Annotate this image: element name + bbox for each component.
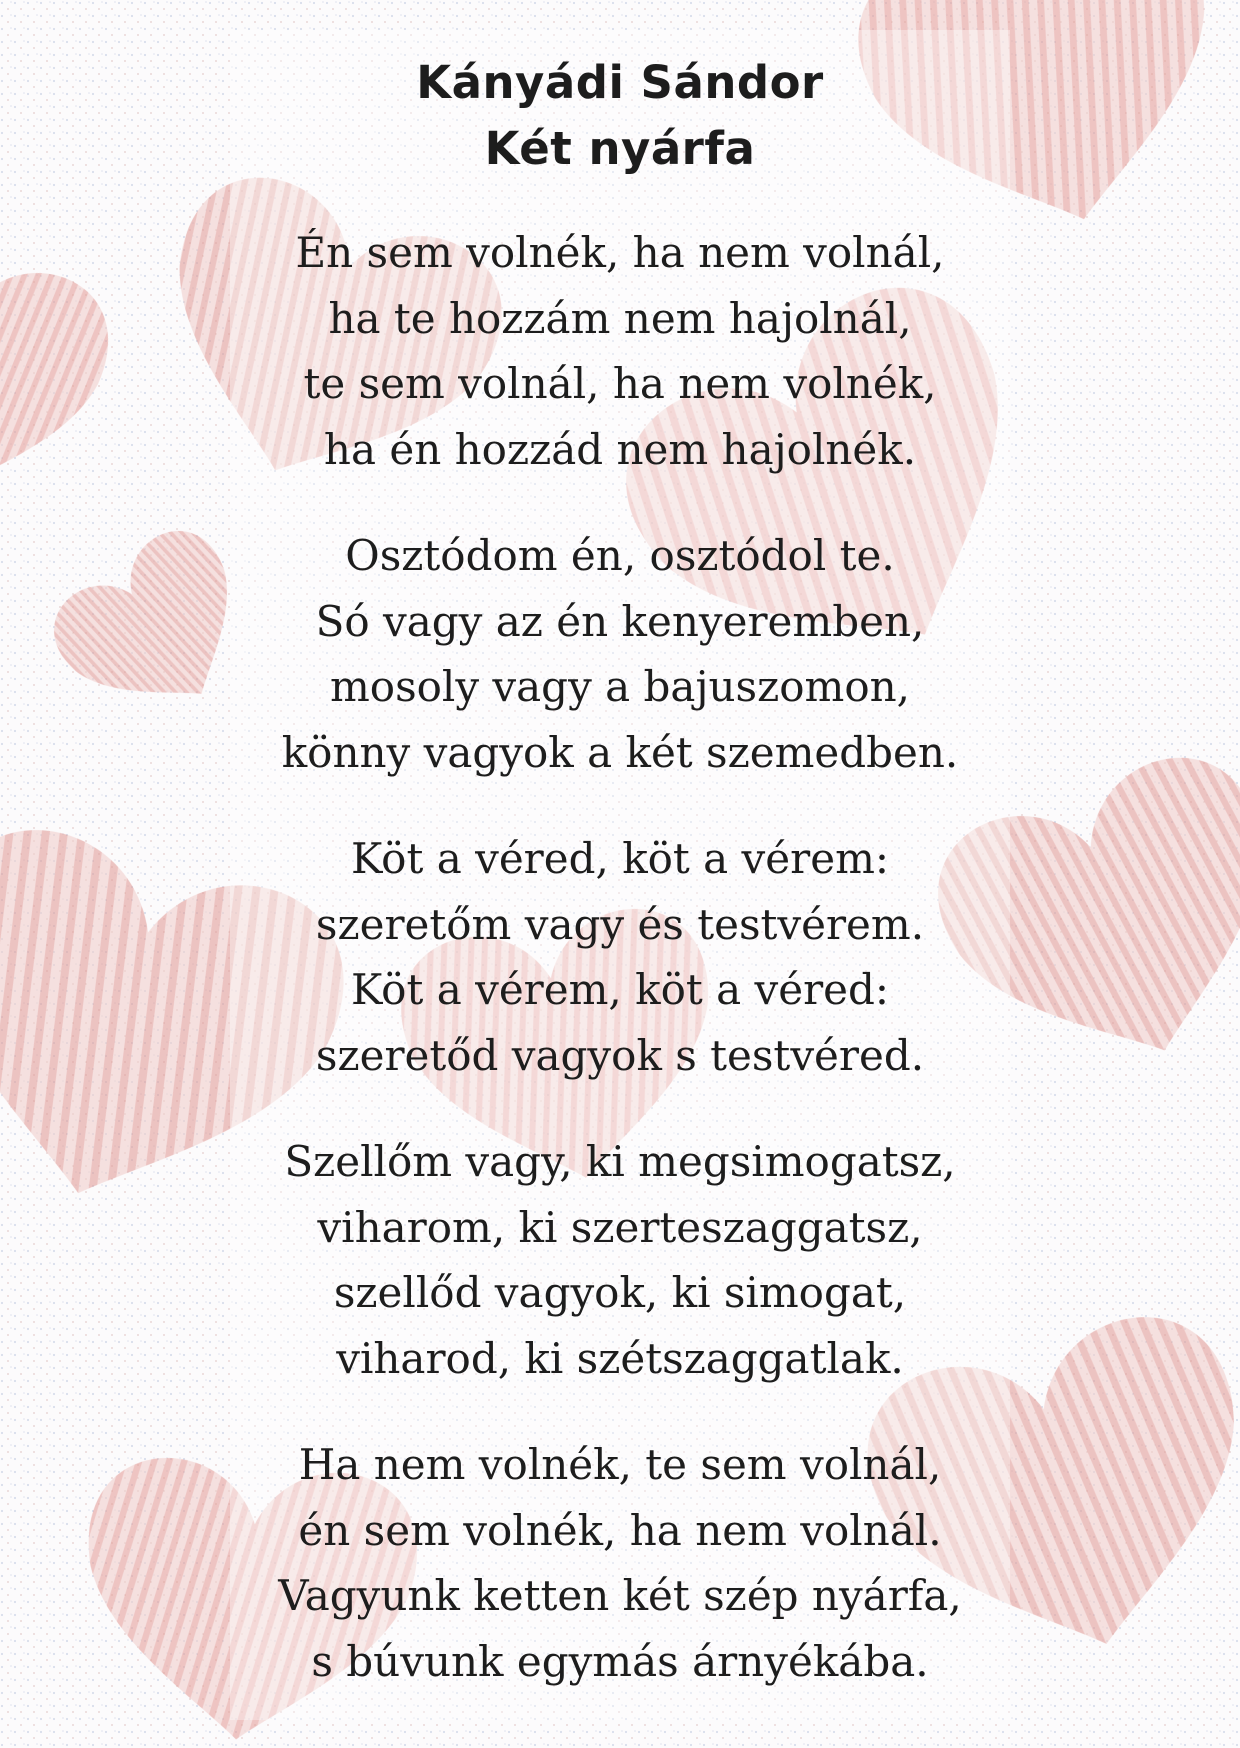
- stanza-4: [0, 1129, 1240, 1391]
- stanza-5: [0, 1432, 1240, 1694]
- poem-line: Köt a vérem, köt a véred:: [350, 965, 890, 1014]
- poem-title: Két nyárfa: [484, 122, 756, 175]
- poem-line: Osztódom én, osztódol te.: [345, 531, 895, 580]
- stanza-2: [0, 523, 1240, 785]
- poem-line: te sem volnál, ha nem volnék,: [303, 359, 937, 408]
- poem-line: ha te hozzám nem hajolnál,: [328, 293, 912, 343]
- stanza-3: [0, 826, 1240, 1088]
- poem-author: Kányádi Sándor: [416, 56, 824, 109]
- poem-line: szellőd vagyok, ki simogat,: [333, 1268, 907, 1317]
- poem-line: könny vagyok a két szemedben.: [281, 727, 959, 777]
- poem-line: ha én hozzád nem hajolnék.: [323, 424, 917, 474]
- poem-line: viharom, ki szerteszaggatsz,: [317, 1202, 923, 1252]
- poem-line: szeretőm vagy és testvérem.: [315, 899, 925, 949]
- poem-line: Vagyunk ketten két szép nyárfa,: [278, 1571, 962, 1620]
- poem-line: én sem volnék, ha nem volnál.: [298, 1505, 942, 1555]
- poem-line: mosoly vagy a bajuszomon,: [329, 662, 911, 711]
- poem-line: Ha nem volnék, te sem volnál,: [298, 1440, 942, 1489]
- poem-line: viharod, ki szétszaggatlak.: [336, 1333, 904, 1383]
- stanza-1: [0, 220, 1240, 482]
- poem-line: Só vagy az én kenyeremben,: [315, 596, 925, 646]
- poem-line: Én sem volnék, ha nem volnál,: [295, 228, 945, 277]
- poem-line: Szellőm vagy, ki megsimogatsz,: [284, 1137, 956, 1186]
- poem-line: s búvunk egymás árnyékába.: [311, 1636, 929, 1686]
- poem-line: szeretőd vagyok s testvéred.: [315, 1030, 925, 1080]
- poem-line: Köt a véred, köt a vérem:: [350, 834, 890, 883]
- title-block: [0, 50, 1240, 182]
